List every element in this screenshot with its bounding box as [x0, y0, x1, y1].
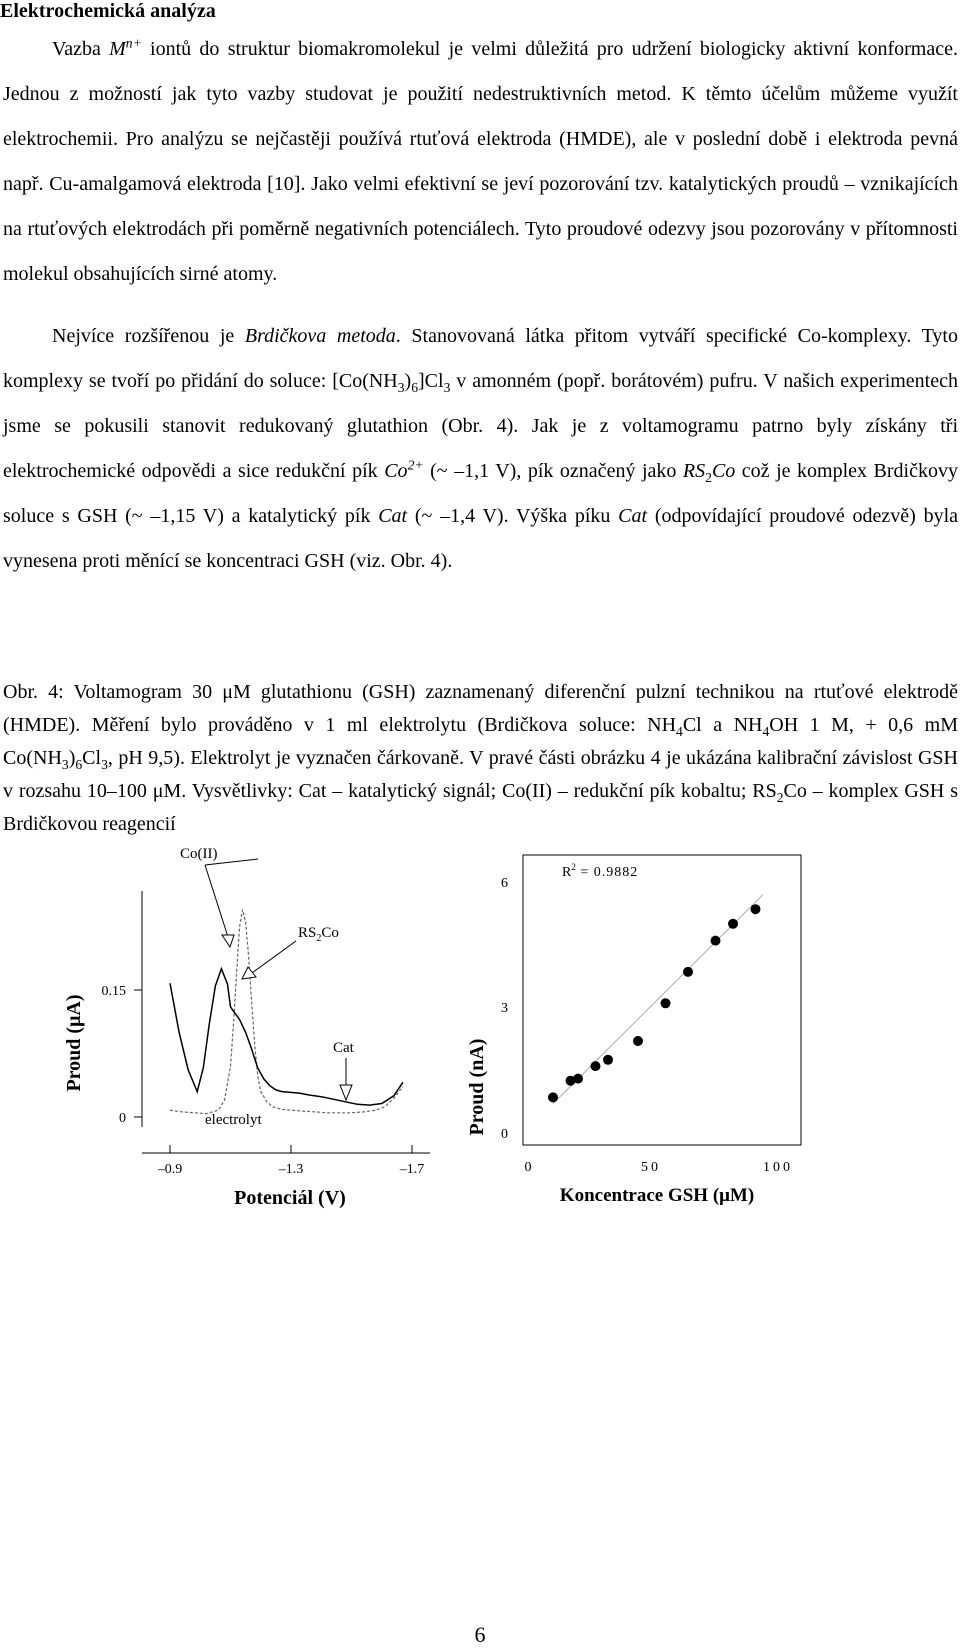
voltammogram-x-label: Potenciál (V)	[234, 1187, 346, 1209]
annotation-electrolyt: electrolyt	[205, 1112, 262, 1128]
paragraph-1: Vazba $M^{n+}$ iontů do struktur biomakromolekul je velmi důležitá pro udržení biologicky aktivní konformace. Jednou z možností jak tyto vazby studovat je použití nedestruktivních metod. K těmto účelům můžeme využít elektrochemii. Pro analýzu se nejčastěji používá rtuťová elektroda (HMDE), ale v poslední době i elektroda pevná např. Cu-amalgamová elektroda [10]. Jako velmi efektivní se jeví pozorování tzv. katalytických proudů – vznikajících na rtuťových elektrodách při poměrně negativních potenciálech. Tyto proudové odezvy jsou pozorovány v přítomnosti molekul obsahujících sirné atomy.	[3, 35, 958, 285]
data-point	[728, 919, 738, 929]
x-tick-label: 50	[641, 1160, 661, 1175]
y-tick-label: 3	[501, 1001, 508, 1016]
voltammogram	[63, 846, 430, 1209]
gsh-voltammogram-curve	[170, 969, 403, 1105]
cat-arrowhead	[340, 1085, 352, 1100]
figure-caption: Obr. 4: Voltamogram 30 μM glutathionu (GSH) zaznamenaný diferenční pulzní technikou na rtuťové elektrodě (HMDE). Měření bylo prováděno v 1 ml elektrolytu (Brdičkova soluce: $NH_4Cl$ a $NH_4OH$ 1 M, + 0,6 mM $Co(NH_3)_6Cl_3$, pH 9,5). Elektrolyt je vyznačen čárkovaně. V pravé části obrázku 4 je ukázána kalibrační závislost GSH v rozsahu 10–100 μM. Vysvětlivky: Cat – katalytický signál; Co(II) – redukční pík kobaltu; $RS_2Co$ – komplex GSH s Brdičkovou reagencií	[3, 681, 959, 835]
data-point	[661, 998, 671, 1008]
y-tick-label: 6	[501, 876, 508, 891]
annotation-cat: Cat	[333, 1040, 354, 1056]
co-ii-arrowhead	[222, 935, 234, 947]
data-point	[548, 1092, 558, 1102]
data-point	[751, 904, 761, 914]
co-ii-arrow	[205, 865, 228, 937]
voltammogram-x-axis	[142, 1145, 430, 1153]
annotation-co-ii: Co(II)	[180, 846, 218, 862]
data-point	[591, 1061, 601, 1071]
data-point	[683, 967, 693, 977]
voltammogram-y-label: Proud (μA)	[63, 994, 85, 1092]
calibration-y-label: Proud (nA)	[466, 1038, 488, 1136]
paragraph-2: Nejvíce rozšířenou je Brdičkova metoda. Stanovovaná látka přitom vytváří specifické Co-komplexy. Tyto komplexy se tvoří po přidání do soluce: $[Co(NH_3)_6]Cl_3$ v amonném (popř. borátovém) pufru. V našich experimentech jsme se pokusili stanovit redukovaný glutathion (Obr. 4). Jak je z voltamogramu patrno byly získány tři elektrochemické odpovědi a sice redukční pík $Co^{2+}$ (~ –1,1 V), pík označený jako $RS_2Co$ což je komplex Brdičkovy soluce s GSH (~ –1,15 V) a katalytický pík Cat (~ –1,4 V). Výška píku Cat (odpovídající proudové odezvě) byla vynesena proti měnící se koncentraci GSH (viz. Obr. 4).	[3, 325, 959, 572]
data-point	[711, 936, 721, 946]
x-tick-label: –1.7	[399, 1162, 425, 1177]
calibration-x-label: Koncentrace GSH (μM)	[559, 1185, 755, 1206]
calibration-chart	[466, 855, 801, 1206]
figure-4	[0, 846, 960, 1295]
x-tick-label: –0.9	[157, 1162, 183, 1177]
y-tick-label: 0	[119, 1111, 126, 1126]
page-number: 6	[474, 1622, 486, 1647]
section-heading: Elektrochemická analýza	[0, 0, 216, 22]
rs2co-arrow	[252, 941, 296, 973]
data-point	[573, 1074, 583, 1084]
data-point	[603, 1055, 613, 1065]
x-tick-label: 100	[763, 1160, 793, 1175]
voltammogram-y-axis	[134, 891, 142, 1127]
x-tick-label: –1.3	[278, 1162, 304, 1177]
data-point	[633, 1036, 643, 1046]
x-tick-label: 0	[524, 1160, 532, 1175]
rs2co-arrowhead	[242, 967, 256, 979]
electrolyt-curve	[170, 910, 403, 1114]
annotation-rs2co: $RS_2Co$	[298, 925, 339, 944]
y-tick-label: 0	[501, 1127, 508, 1142]
y-tick-label: 0.15	[101, 984, 126, 999]
r-squared-label: $R^2 = 0.9882$	[562, 862, 639, 880]
